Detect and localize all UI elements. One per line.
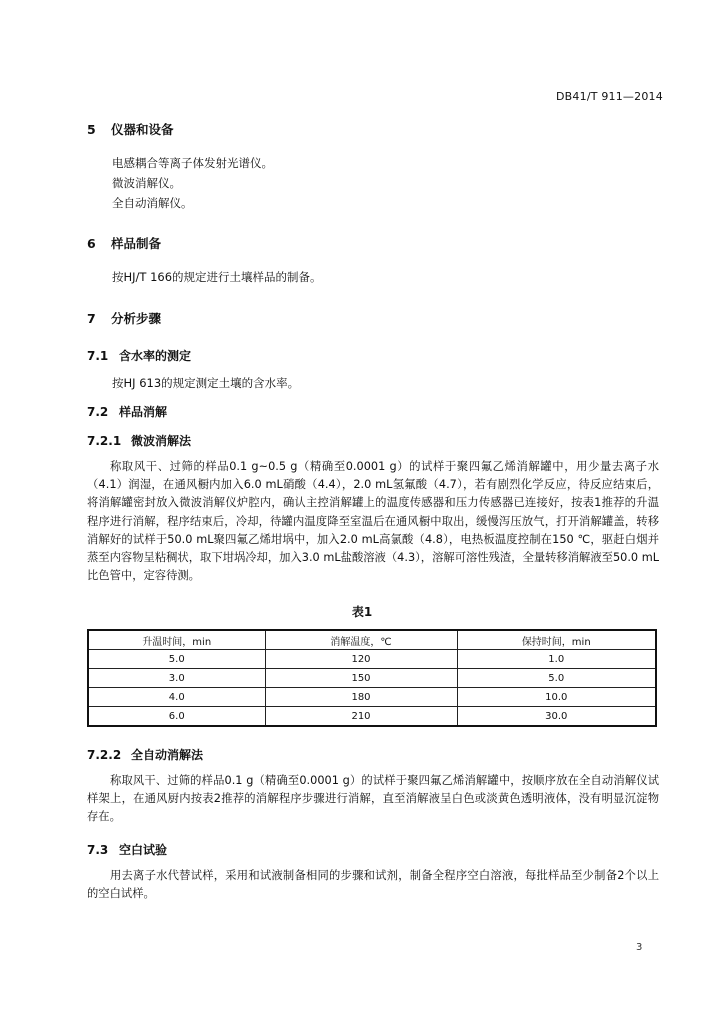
column-header: 保持时间，min [457, 630, 656, 650]
section-title: 样品制备 [111, 236, 162, 251]
table-row [88, 707, 656, 727]
column-header: 升温时间，min [88, 630, 265, 650]
table-cell: 120 [265, 650, 457, 669]
section-7-heading [87, 309, 161, 327]
section-title: 仪器和设备 [111, 122, 174, 137]
section-7-3-paragraph: 用去离子水代替试样，采用和试液制备相同的步骤和试剂，制备全程序空白溶液，每批样品至少制备2个以上的空白试样。 [87, 869, 659, 901]
section-5-heading [87, 120, 174, 138]
section-7-1-text: 按HJ 613的规定测定土壤的含水率。 [112, 376, 300, 390]
table-cell: 6.0 [88, 707, 265, 727]
section-7-2-1-heading [87, 432, 191, 449]
section-title: 含水率的测定 [119, 349, 192, 363]
table-row [88, 669, 656, 688]
table-caption: 表1 [351, 605, 373, 619]
table-cell: 5.0 [457, 669, 656, 688]
section-number: 7.3 [87, 843, 109, 857]
section-7-2-heading [87, 403, 167, 420]
section-number: 7.2.1 [87, 434, 122, 448]
heating-program-table [87, 629, 657, 727]
table-cell: 150 [265, 669, 457, 688]
section-title: 微波消解法 [131, 434, 192, 448]
section-7-1-heading [87, 347, 191, 364]
section-number: 7.2.2 [87, 748, 122, 762]
table-header-row [88, 630, 656, 650]
table-cell: 30.0 [457, 707, 656, 727]
standard-number: DB41/T 911—2014 [556, 90, 663, 103]
table-cell: 210 [265, 707, 457, 727]
table-cell: 3.0 [88, 669, 265, 688]
section-title: 全自动消解法 [131, 748, 204, 762]
section-number: 7.2 [87, 405, 109, 419]
equipment-item: 微波消解仪。 [112, 176, 181, 190]
section-7-2-2-paragraph: 称取风干、过筛的样品0.1 g（精确至0.0001 g）的试样于聚四氟乙烯消解罐中，按顺序放在全自动消解仪试样架上，在通风厨内按表2推荐的消解程序步骤进行消解，直至消解液呈白色或淡黄色透明液体，没有明显沉淀物存在。 [87, 774, 659, 824]
section-number: 7.1 [87, 349, 109, 363]
table-cell: 5.0 [88, 650, 265, 669]
equipment-item: 电感耦合等离子体发射光谱仪。 [112, 156, 273, 170]
table-cell: 1.0 [457, 650, 656, 669]
table-cell: 180 [265, 688, 457, 707]
section-7-2-1-paragraph: 称取风干、过筛的样品0.1 g~0.5 g（精确至0.0001 g）的试样于聚四氟乙烯消解罐中，用少量去离子水（4.1）润湿，在通风橱内加入6.0 mL硝酸（4.4），2.0 mL氢氟酸（4.7），若有剧烈化学反应，待反应结束后，将消解罐密封放入微波消解仪炉腔内，确认主控消解罐上的温度传感器和压力传感器已连接好，按表1推荐的升温程序进行消解，程序结束后，冷却，待罐内温度降至室温后在通风橱中取出，缓慢泻压放气，打开消解罐盖，转移消解好的试样于50.0 mL聚四氟乙烯坩埚中，加入2.0 mL高氯酸（4.8），电热板温度控制在150 ℃，驱赶白烟并蒸至内容物呈粘稠状，取下坩埚冷却，加入3.0 mL盐酸溶液（4.3），溶解可溶性残渣，全量转移消解液至50.0 mL比色管中，定容待测。 [87, 460, 659, 583]
table-row [88, 688, 656, 707]
section-number: 6 [87, 236, 96, 251]
section-6-heading [87, 234, 161, 252]
section-7-3-heading [87, 841, 167, 858]
section-6-text: 按HJ/T 166的规定进行土壤样品的制备。 [112, 270, 322, 284]
section-title: 空白试验 [119, 843, 168, 857]
section-title: 样品消解 [119, 405, 168, 419]
page-number: 3 [636, 942, 643, 953]
section-number: 7 [87, 311, 96, 326]
table-cell: 10.0 [457, 688, 656, 707]
table-cell: 4.0 [88, 688, 265, 707]
equipment-item: 全自动消解仪。 [112, 196, 193, 210]
section-7-2-2-heading [87, 746, 203, 763]
column-header: 消解温度，℃ [265, 630, 457, 650]
section-number: 5 [87, 122, 96, 137]
section-title: 分析步骤 [111, 311, 162, 326]
table-row [88, 650, 656, 669]
